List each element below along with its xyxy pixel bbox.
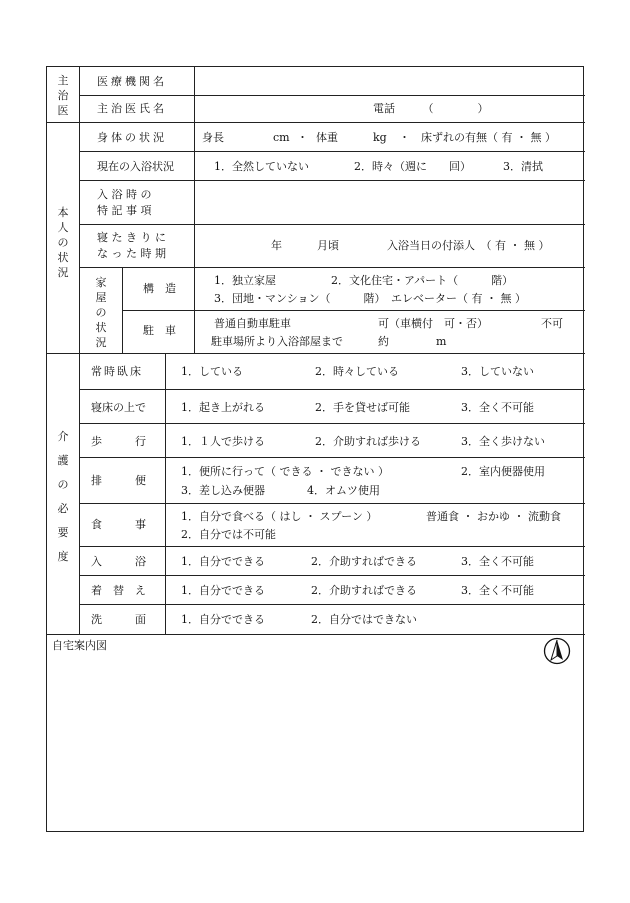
structure-label: 構 造 bbox=[143, 282, 176, 295]
row-line bbox=[47, 634, 585, 635]
structure-option: 3．団地・マンション（ 階） エレベーター（ 有 ・ 無 ） bbox=[214, 292, 526, 305]
care-option: 3．全く歩けない bbox=[461, 435, 545, 448]
care-option: 2．室内便器使用 bbox=[461, 465, 545, 478]
body-weight: 体重 bbox=[316, 131, 338, 144]
structure-option: 1．独立家屋 bbox=[214, 274, 276, 287]
care-label-divider-line bbox=[165, 353, 166, 634]
care-option: 2．介助すればできる bbox=[311, 584, 417, 597]
row-line bbox=[79, 503, 585, 504]
care-row-label: 常時臥床 bbox=[91, 365, 143, 378]
bedridden-label: 寝 た き り に bbox=[97, 231, 166, 244]
special-notes-label: 入 浴 時 の bbox=[97, 188, 152, 201]
bathing-option: 2．時々（週に 回） bbox=[354, 160, 471, 173]
care-option: 2．自分ではできない bbox=[311, 613, 417, 626]
body-height: 身長 bbox=[202, 131, 224, 144]
parking-text: m bbox=[436, 335, 447, 348]
care-option: 2．介助すれば歩ける bbox=[315, 435, 421, 448]
parking-text: 不可 bbox=[541, 317, 563, 330]
row-line bbox=[79, 546, 585, 547]
care-option: 2．自分では不可能 bbox=[181, 528, 276, 541]
bedsore-field: 床ずれの有無（ 有 ・ 無 ） bbox=[421, 131, 556, 144]
row-line bbox=[79, 457, 585, 458]
bedridden-year: 年 bbox=[271, 239, 282, 252]
doctor-name-label: 主治医氏名 bbox=[97, 102, 167, 115]
doctor-phone: 電話 （ ） bbox=[373, 102, 489, 115]
care-option: 1．自分で食べる（ はし ・ スプーン ） bbox=[181, 510, 378, 523]
parking-text: 駐車場所より入浴部屋まで bbox=[211, 335, 343, 348]
body-kg: kg bbox=[373, 131, 387, 144]
row-line bbox=[79, 423, 585, 424]
bedridden-label: な っ た 時 期 bbox=[97, 247, 166, 260]
care-option: 1．自分でできる bbox=[181, 555, 265, 568]
special-notes-label: 特 記 事 項 bbox=[97, 204, 152, 217]
parking-label: 駐 車 bbox=[143, 324, 176, 337]
care-row-label: 洗 面 bbox=[91, 613, 146, 626]
bathing-option: 3．清拭 bbox=[503, 160, 543, 173]
body-cm: cm bbox=[273, 131, 290, 144]
care-row-label: 食 事 bbox=[91, 518, 146, 531]
parking-text: 普通自動車駐車 bbox=[214, 317, 291, 330]
care-option: 4．オムツ使用 bbox=[307, 484, 380, 497]
body-dot: ・ bbox=[399, 131, 410, 144]
row-line bbox=[79, 389, 585, 390]
care-section-label: 介 護 の 必 要 度 bbox=[57, 430, 69, 563]
care-option: 1．便所に行って（ できる ・ できない ） bbox=[181, 465, 389, 478]
care-option: 3．全く不可能 bbox=[461, 584, 534, 597]
care-row-label: 排 便 bbox=[91, 474, 146, 487]
care-option: 1．１人で歩ける bbox=[181, 435, 265, 448]
care-option: 2．時々している bbox=[315, 365, 399, 378]
bathing-status-label: 現在の入浴状況 bbox=[97, 160, 174, 173]
care-option: 3．していない bbox=[461, 365, 534, 378]
structure-option: 2．文化住宅・アパート（ 階） bbox=[331, 274, 514, 287]
north-arrow-icon bbox=[543, 637, 571, 665]
row-line bbox=[122, 310, 585, 311]
care-option: 1．起き上がれる bbox=[181, 401, 265, 414]
row-line bbox=[47, 122, 585, 123]
care-option: 1．自分でできる bbox=[181, 584, 265, 597]
home-map-label: 自宅案内図 bbox=[52, 639, 107, 652]
care-option: 3．全く不可能 bbox=[461, 555, 534, 568]
row-line bbox=[79, 267, 585, 268]
care-option: 普通食 ・ おかゆ ・ 流動食 bbox=[426, 510, 561, 523]
care-option: 3．全く不可能 bbox=[461, 401, 534, 414]
house-condition-label: 家 屋 の 状 況 bbox=[95, 276, 107, 349]
home-bathing-form bbox=[46, 66, 584, 832]
section-divider-line bbox=[79, 67, 80, 634]
bedridden-month: 月頃 bbox=[317, 239, 339, 252]
care-option: 2．手を貸せば可能 bbox=[315, 401, 410, 414]
parking-text: 可（車横付 可・否） bbox=[378, 317, 488, 330]
body-dot: ・ bbox=[297, 131, 308, 144]
row-line bbox=[79, 180, 585, 181]
patient-section-label: 本 人 の 状 況 bbox=[57, 206, 69, 279]
care-option: 3．差し込み便器 bbox=[181, 484, 265, 497]
row-line bbox=[79, 604, 585, 605]
institution-label: 医療機関名 bbox=[97, 75, 167, 88]
care-option: 2．介助すればできる bbox=[311, 555, 417, 568]
row-line bbox=[79, 575, 585, 576]
care-row-label: 寝床の上で bbox=[91, 401, 146, 414]
care-option: 1．自分でできる bbox=[181, 613, 265, 626]
parking-text: 約 bbox=[378, 335, 389, 348]
care-row-label: 着 替 え bbox=[91, 584, 146, 597]
body-condition-label: 身体の状況 bbox=[97, 131, 167, 144]
bathing-option: 1．全然していない bbox=[214, 160, 309, 173]
care-row-label: 歩 行 bbox=[91, 435, 146, 448]
row-line bbox=[79, 224, 585, 225]
doctor-section-label: 主 治 医 bbox=[57, 74, 69, 117]
row-line bbox=[79, 151, 585, 152]
care-row-label: 入 浴 bbox=[91, 555, 146, 568]
bathing-attendant-field: 入浴当日の付添人 （ 有 ・ 無 ） bbox=[387, 239, 550, 252]
care-option: 1．している bbox=[181, 365, 243, 378]
row-line bbox=[47, 353, 585, 354]
row-line bbox=[79, 95, 585, 96]
